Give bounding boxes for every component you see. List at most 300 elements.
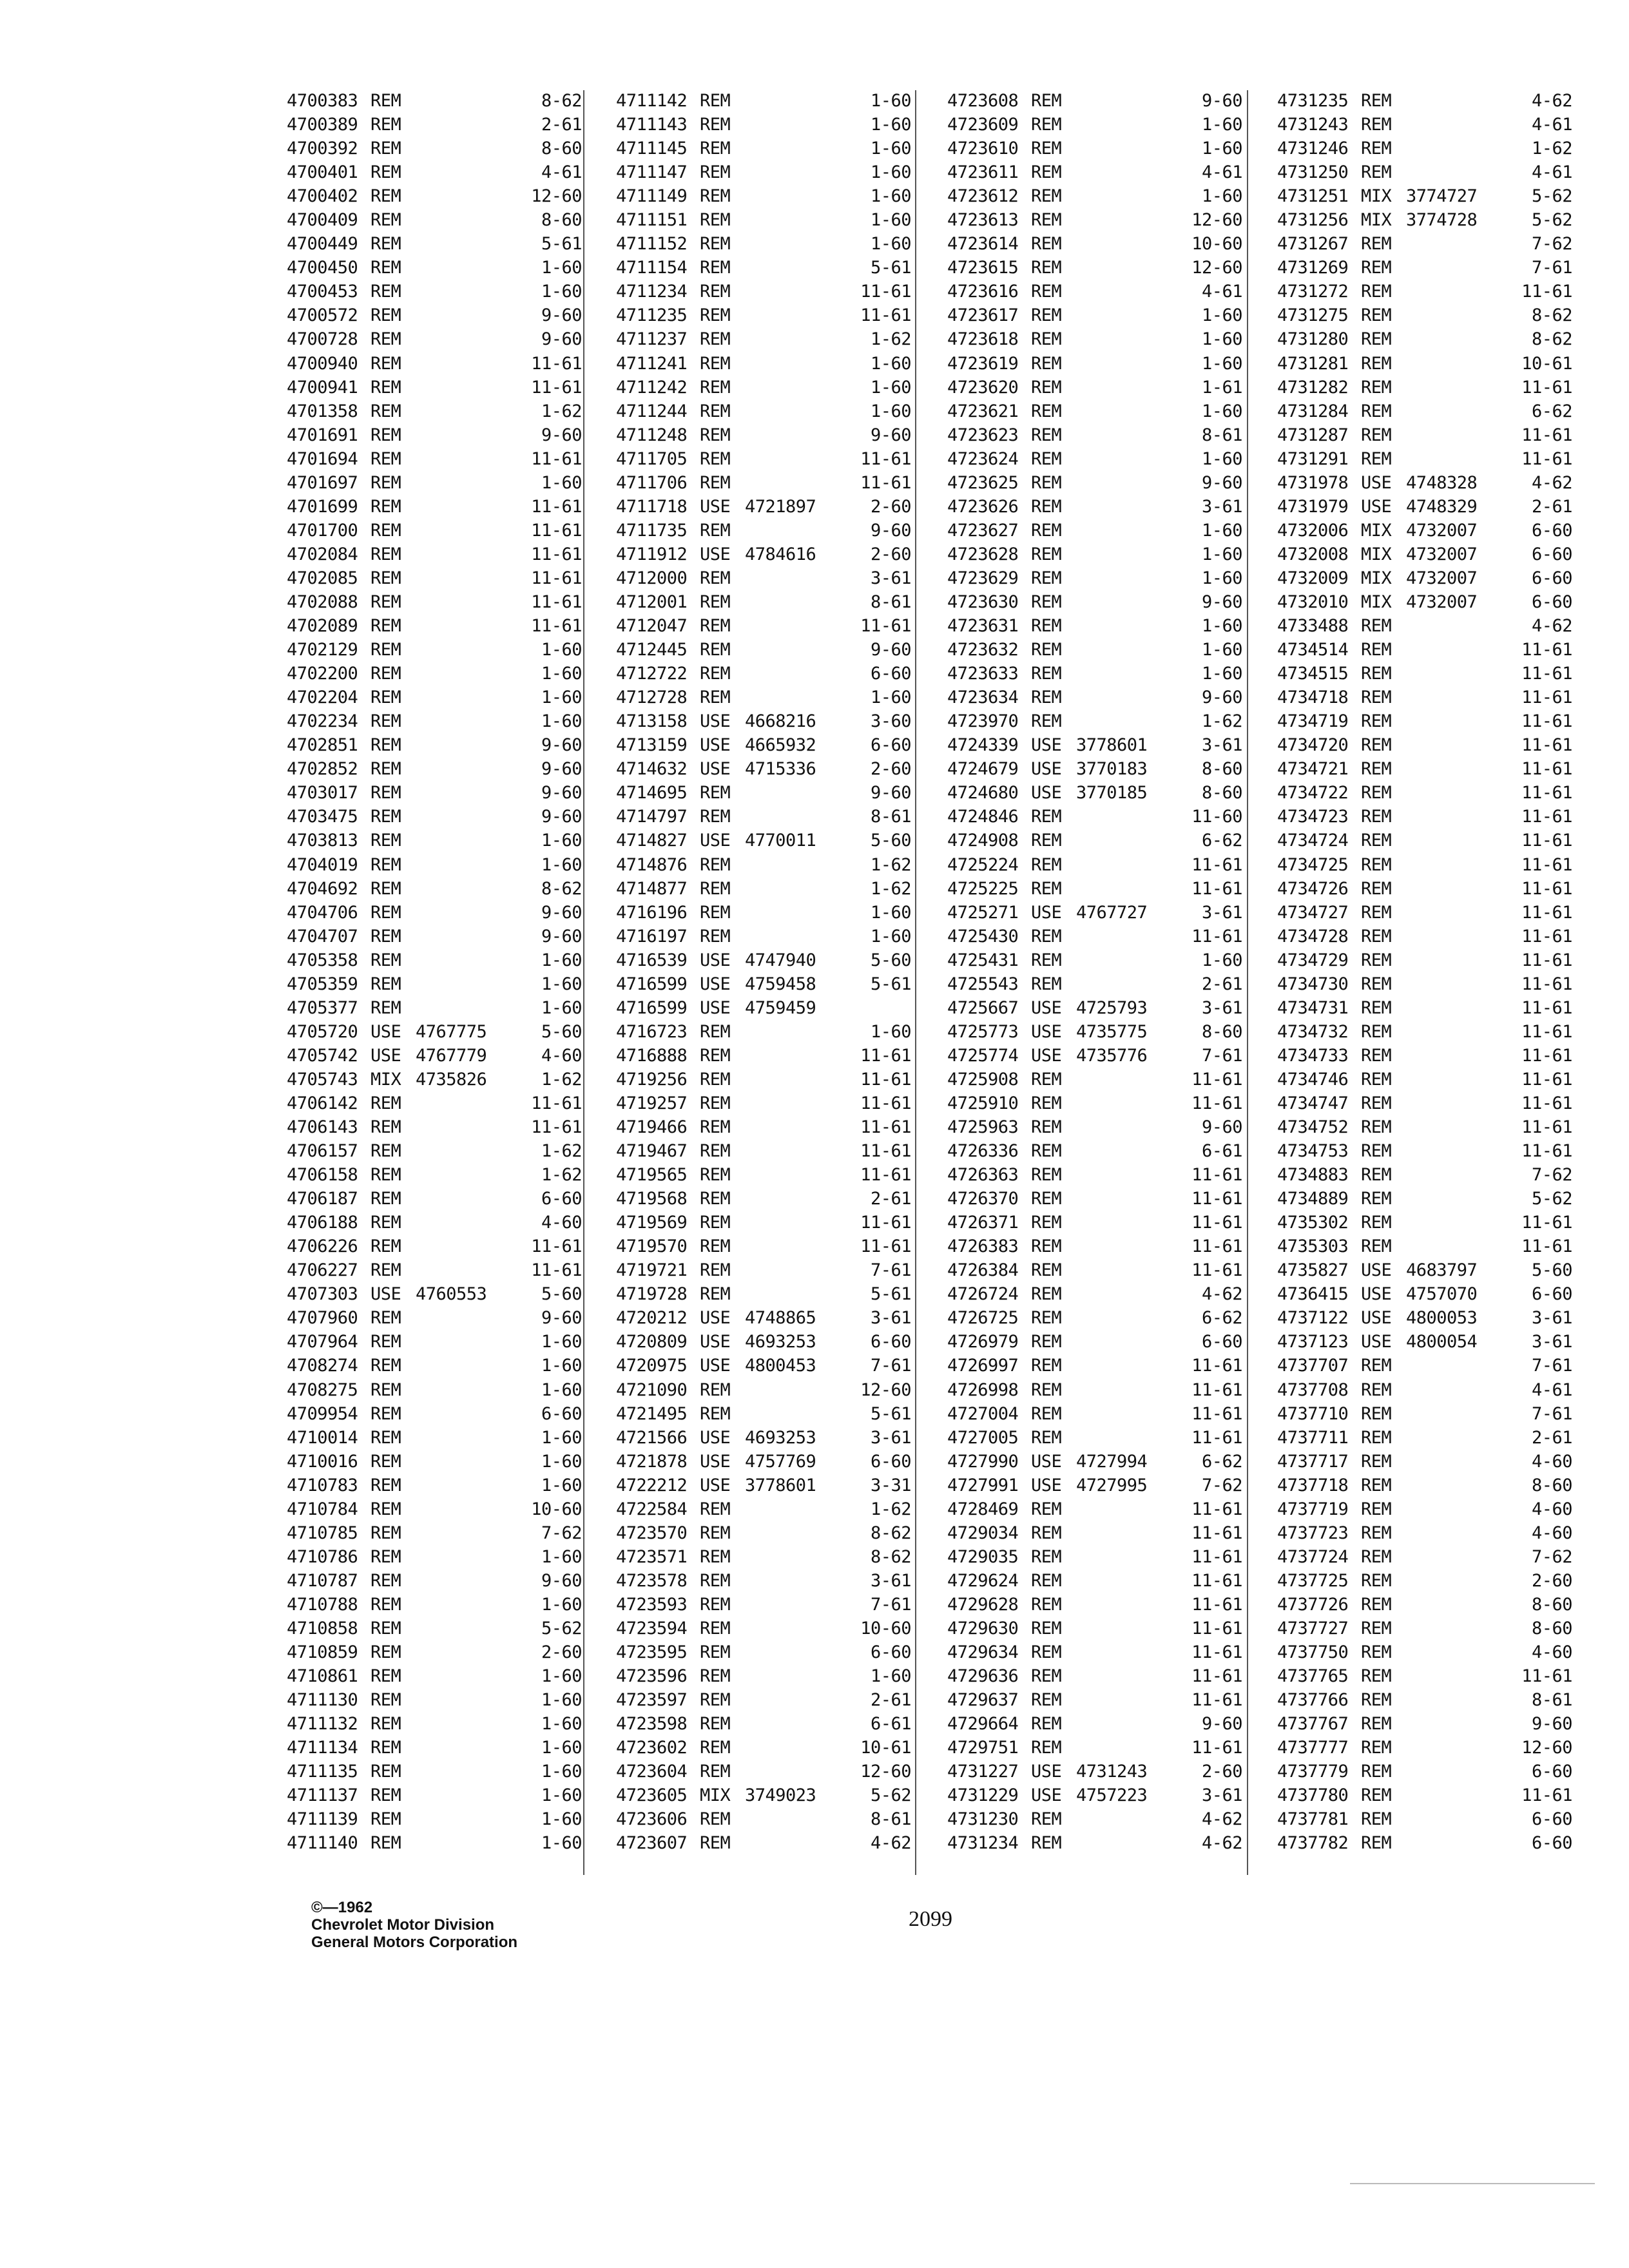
part-number: 4719257 xyxy=(616,1093,688,1113)
part-row xyxy=(616,1044,919,1068)
action-code: REM xyxy=(700,568,731,588)
action-code: REM xyxy=(371,926,401,947)
date-code: 11-61 xyxy=(1521,974,1572,994)
date-code: 8-60 xyxy=(1531,1619,1572,1639)
part-number: 4734752 xyxy=(1277,1117,1349,1138)
action-code: REM xyxy=(1031,1356,1062,1376)
part-row xyxy=(616,1426,919,1450)
part-row xyxy=(287,1807,590,1831)
part-row xyxy=(287,1139,590,1163)
part-number: 4734731 xyxy=(1277,997,1349,1018)
action-code: REM xyxy=(700,1165,731,1186)
action-code: REM xyxy=(1361,162,1392,183)
part-row xyxy=(287,1211,590,1235)
part-row xyxy=(616,1354,919,1378)
date-code: 1-60 xyxy=(1201,353,1242,374)
date-code: 1-60 xyxy=(870,115,911,135)
action-code: USE xyxy=(700,759,731,780)
part-number: 4731243 xyxy=(1277,115,1349,135)
part-number: 4707964 xyxy=(287,1332,358,1352)
date-code: 11-61 xyxy=(860,1117,911,1138)
action-code: REM xyxy=(700,1570,731,1591)
part-number: 4737724 xyxy=(1277,1546,1349,1567)
date-code: 7-61 xyxy=(870,1594,911,1615)
date-code: 8-60 xyxy=(1531,1475,1572,1495)
date-code: 3-61 xyxy=(1531,1332,1572,1352)
part-number: 4711248 xyxy=(616,425,688,445)
part-number: 4700409 xyxy=(287,210,358,231)
action-code: REM xyxy=(1361,1738,1392,1758)
part-number: 4700728 xyxy=(287,329,358,350)
part-row xyxy=(287,686,590,709)
date-code: 11-61 xyxy=(1521,1045,1572,1066)
part-row xyxy=(1277,1020,1580,1044)
part-number: 4737782 xyxy=(1277,1833,1349,1854)
part-row xyxy=(616,733,919,757)
part-number: 4727004 xyxy=(947,1403,1019,1424)
action-code: REM xyxy=(1031,616,1062,637)
part-row xyxy=(1277,1091,1580,1115)
date-code: 5-60 xyxy=(870,831,911,851)
action-code: REM xyxy=(1361,1714,1392,1735)
part-number: 4733488 xyxy=(1277,616,1349,637)
action-code: REM xyxy=(1361,1666,1392,1687)
date-code: 11-61 xyxy=(1191,854,1242,875)
part-number: 4723625 xyxy=(947,472,1019,493)
action-code: REM xyxy=(700,1809,731,1830)
part-number: 4734724 xyxy=(1277,831,1349,851)
date-code: 11-61 xyxy=(1191,1523,1242,1543)
part-row xyxy=(947,1044,1250,1068)
part-number: 4735303 xyxy=(1277,1236,1349,1257)
action-code: REM xyxy=(700,1762,731,1782)
part-number: 4706143 xyxy=(287,1117,358,1138)
action-code: REM xyxy=(1361,1475,1392,1495)
date-code: 1-60 xyxy=(1201,544,1242,564)
date-code: 11-61 xyxy=(531,591,582,612)
part-number: 4726383 xyxy=(947,1236,1019,1257)
part-number: 4723607 xyxy=(616,1833,688,1854)
action-code: REM xyxy=(1361,1594,1392,1615)
part-number: 4723614 xyxy=(947,234,1019,255)
part-row xyxy=(1277,662,1580,686)
part-number: 4711137 xyxy=(287,1785,358,1806)
part-row xyxy=(616,829,919,852)
part-row xyxy=(1277,1664,1580,1688)
action-code: REM xyxy=(700,305,731,326)
action-code: REM xyxy=(371,831,401,851)
date-code: 3-61 xyxy=(1201,902,1242,923)
part-number: 4708274 xyxy=(287,1356,358,1376)
part-row xyxy=(947,376,1250,399)
part-number: 4722212 xyxy=(616,1475,688,1495)
action-code: REM xyxy=(700,1594,731,1615)
date-code: 4-61 xyxy=(1531,162,1572,183)
date-code: 2-61 xyxy=(541,115,582,135)
part-number: 4705742 xyxy=(287,1045,358,1066)
date-code: 3-61 xyxy=(870,568,911,588)
part-number: 4708275 xyxy=(287,1379,358,1400)
part-number: 4725224 xyxy=(947,854,1019,875)
date-code: 9-60 xyxy=(1201,591,1242,612)
date-code: 9-60 xyxy=(541,1308,582,1329)
date-code: 6-60 xyxy=(870,735,911,756)
part-row xyxy=(1277,256,1580,280)
date-code: 9-60 xyxy=(541,783,582,803)
part-number: 4725963 xyxy=(947,1117,1019,1138)
part-number: 4731282 xyxy=(1277,377,1349,398)
part-row xyxy=(1277,89,1580,113)
date-code: 1-60 xyxy=(541,1666,582,1687)
part-row xyxy=(616,1187,919,1211)
date-code: 1-60 xyxy=(870,234,911,255)
date-code: 4-61 xyxy=(1531,115,1572,135)
action-code: REM xyxy=(700,1619,731,1639)
action-code: REM xyxy=(1361,115,1392,135)
action-code: REM xyxy=(1031,282,1062,302)
part-number: 4700389 xyxy=(287,115,358,135)
part-row xyxy=(1277,1593,1580,1617)
part-row xyxy=(616,662,919,686)
part-number: 4711735 xyxy=(616,520,688,541)
part-number: 4734732 xyxy=(1277,1021,1349,1042)
action-code: USE xyxy=(1361,1332,1392,1352)
action-code: REM xyxy=(371,616,401,637)
action-code: REM xyxy=(371,1451,401,1472)
date-code: 12-60 xyxy=(1191,258,1242,278)
action-code: REM xyxy=(700,139,731,159)
date-code: 8-60 xyxy=(1201,783,1242,803)
part-row xyxy=(947,733,1250,757)
part-number: 4731272 xyxy=(1277,282,1349,302)
part-number: 4731281 xyxy=(1277,353,1349,374)
action-code: REM xyxy=(1031,1379,1062,1400)
action-code: REM xyxy=(371,1619,401,1639)
part-number: 4723594 xyxy=(616,1619,688,1639)
date-code: 6-60 xyxy=(870,1332,911,1352)
action-code: REM xyxy=(371,950,401,970)
action-code: REM xyxy=(700,282,731,302)
date-code: 11-61 xyxy=(860,1069,911,1090)
date-code: 11-61 xyxy=(1191,1356,1242,1376)
date-code: 12-60 xyxy=(531,186,582,207)
action-code: REM xyxy=(700,1117,731,1138)
part-number: 4710787 xyxy=(287,1570,358,1591)
part-row xyxy=(1277,1712,1580,1736)
action-code: MIX xyxy=(1361,210,1392,231)
part-row xyxy=(287,1402,590,1426)
part-number: 4734722 xyxy=(1277,783,1349,803)
date-code: 6-62 xyxy=(1201,1451,1242,1472)
part-number: 4714632 xyxy=(616,759,688,780)
part-row xyxy=(616,877,919,901)
part-number: 4729634 xyxy=(947,1642,1019,1663)
date-code: 11-61 xyxy=(860,305,911,326)
date-code: 1-60 xyxy=(541,1332,582,1352)
part-row xyxy=(287,1545,590,1569)
action-code: REM xyxy=(371,759,401,780)
date-code: 11-61 xyxy=(1191,1213,1242,1233)
date-code: 1-60 xyxy=(541,974,582,994)
part-row xyxy=(1277,686,1580,709)
part-row xyxy=(287,1258,590,1282)
action-code: REM xyxy=(371,472,401,493)
part-number: 4737123 xyxy=(1277,1332,1349,1352)
date-code: 9-60 xyxy=(541,1570,582,1591)
part-row xyxy=(947,1807,1250,1831)
part-number: 4737723 xyxy=(1277,1523,1349,1543)
part-row xyxy=(947,519,1250,543)
part-number: 4734753 xyxy=(1277,1141,1349,1162)
part-number: 4734733 xyxy=(1277,1045,1349,1066)
action-code: REM xyxy=(371,878,401,899)
date-code: 11-61 xyxy=(1521,759,1572,780)
part-number: 4732008 xyxy=(1277,544,1349,564)
part-number: 4726336 xyxy=(947,1141,1019,1162)
part-number: 4705359 xyxy=(287,974,358,994)
date-code: 8-62 xyxy=(870,1546,911,1567)
part-number: 4723597 xyxy=(616,1690,688,1711)
date-code: 11-61 xyxy=(1191,1379,1242,1400)
replacement-number: 4721897 xyxy=(745,496,816,517)
part-row xyxy=(616,1282,919,1306)
date-code: 3-61 xyxy=(1201,735,1242,756)
part-number: 4737777 xyxy=(1277,1738,1349,1758)
action-code: REM xyxy=(700,591,731,612)
column-divider xyxy=(583,90,584,1875)
date-code: 1-60 xyxy=(541,687,582,708)
part-number: 4723606 xyxy=(616,1809,688,1830)
part-row xyxy=(616,399,919,423)
part-number: 4719568 xyxy=(616,1189,688,1209)
part-number: 4723621 xyxy=(947,401,1019,421)
part-number: 4725543 xyxy=(947,974,1019,994)
page-number: 2099 xyxy=(909,1907,952,1931)
part-row xyxy=(1277,1688,1580,1712)
part-number: 4723619 xyxy=(947,353,1019,374)
date-code: 9-60 xyxy=(1201,472,1242,493)
action-code: REM xyxy=(371,282,401,302)
part-row xyxy=(287,471,590,495)
action-code: REM xyxy=(371,1213,401,1233)
part-number: 4734725 xyxy=(1277,854,1349,875)
date-code: 1-60 xyxy=(541,1785,582,1806)
date-code: 4-62 xyxy=(1201,1833,1242,1854)
action-code: REM xyxy=(1031,1427,1062,1448)
action-code: REM xyxy=(1031,1117,1062,1138)
date-code: 9-60 xyxy=(541,305,582,326)
date-code: 5-62 xyxy=(1531,186,1572,207)
part-number: 4723629 xyxy=(947,568,1019,588)
part-row xyxy=(287,805,590,829)
part-number: 4725225 xyxy=(947,878,1019,899)
part-row xyxy=(947,1354,1250,1378)
part-number: 4723598 xyxy=(616,1714,688,1735)
action-code: REM xyxy=(700,1284,731,1305)
date-code: 9-60 xyxy=(870,425,911,445)
date-code: 9-60 xyxy=(870,640,911,660)
date-code: 7-62 xyxy=(541,1523,582,1543)
action-code: USE xyxy=(1031,902,1062,923)
action-code: REM xyxy=(700,234,731,255)
action-code: REM xyxy=(371,711,401,732)
part-number: 4736415 xyxy=(1277,1284,1349,1305)
action-code: REM xyxy=(371,1738,401,1758)
part-row xyxy=(616,996,919,1020)
replacement-number: 3778601 xyxy=(1076,735,1148,756)
part-row xyxy=(947,972,1250,996)
part-number: 4731291 xyxy=(1277,448,1349,469)
action-code: REM xyxy=(1031,854,1062,875)
date-code: 9-60 xyxy=(870,520,911,541)
part-number: 4711244 xyxy=(616,401,688,421)
part-number: 4710783 xyxy=(287,1475,358,1495)
part-row xyxy=(947,925,1250,948)
part-row xyxy=(616,303,919,327)
part-number: 4723970 xyxy=(947,711,1019,732)
part-row xyxy=(616,184,919,208)
part-number: 4720975 xyxy=(616,1356,688,1376)
replacement-number: 4732007 xyxy=(1406,591,1478,612)
replacement-number: 4760553 xyxy=(416,1284,487,1305)
part-row xyxy=(1277,948,1580,972)
division-line: Chevrolet Motor Division xyxy=(311,1916,495,1934)
action-code: REM xyxy=(700,902,731,923)
action-code: REM xyxy=(1361,305,1392,326)
part-number: 4724339 xyxy=(947,735,1019,756)
part-row xyxy=(616,757,919,781)
part-number: 4719728 xyxy=(616,1284,688,1305)
part-row xyxy=(947,662,1250,686)
date-code: 1-60 xyxy=(870,926,911,947)
action-code: REM xyxy=(700,448,731,469)
date-code: 1-60 xyxy=(541,1356,582,1376)
action-code: REM xyxy=(1361,1093,1392,1113)
action-code: REM xyxy=(1031,353,1062,374)
date-code: 2-61 xyxy=(870,1189,911,1209)
date-code: 1-61 xyxy=(1201,377,1242,398)
part-number: 4729636 xyxy=(947,1666,1019,1687)
part-number: 4702234 xyxy=(287,711,358,732)
part-row xyxy=(287,1044,590,1068)
date-code: 6-60 xyxy=(1531,520,1572,541)
part-number: 4723623 xyxy=(947,425,1019,445)
date-code: 11-61 xyxy=(1521,831,1572,851)
action-code: USE xyxy=(700,735,731,756)
part-row xyxy=(1277,1474,1580,1497)
date-code: 11-61 xyxy=(1521,282,1572,302)
part-row xyxy=(947,1402,1250,1426)
part-number: 4723613 xyxy=(947,210,1019,231)
part-row xyxy=(616,1330,919,1354)
action-code: REM xyxy=(700,520,731,541)
part-row xyxy=(616,160,919,184)
action-code: REM xyxy=(1361,353,1392,374)
part-row xyxy=(287,1664,590,1688)
date-code: 11-61 xyxy=(1521,1117,1572,1138)
action-code: USE xyxy=(1361,1260,1392,1281)
date-code: 6-60 xyxy=(870,1642,911,1663)
date-code: 6-62 xyxy=(1201,831,1242,851)
part-number: 4710016 xyxy=(287,1451,358,1472)
part-number: 4735302 xyxy=(1277,1213,1349,1233)
part-number: 4701700 xyxy=(287,520,358,541)
part-row xyxy=(616,423,919,447)
replacement-number: 4668216 xyxy=(745,711,816,732)
date-code: 1-60 xyxy=(870,377,911,398)
replacement-number: 4725793 xyxy=(1076,997,1148,1018)
part-row xyxy=(616,1115,919,1139)
part-row xyxy=(1277,1211,1580,1235)
part-row xyxy=(616,1068,919,1091)
part-number: 4723632 xyxy=(947,640,1019,660)
part-number: 4731229 xyxy=(947,1785,1019,1806)
action-code: REM xyxy=(371,1594,401,1615)
part-row xyxy=(947,352,1250,376)
part-row xyxy=(616,590,919,614)
part-number: 4731256 xyxy=(1277,210,1349,231)
action-code: REM xyxy=(371,115,401,135)
part-number: 4703475 xyxy=(287,807,358,827)
replacement-number: 3778601 xyxy=(745,1475,816,1495)
date-code: 1-60 xyxy=(541,1427,582,1448)
part-row xyxy=(287,1760,590,1783)
date-code: 11-61 xyxy=(531,568,582,588)
action-code: REM xyxy=(371,496,401,517)
part-number: 4711151 xyxy=(616,210,688,231)
part-row xyxy=(616,1569,919,1593)
part-number: 4737717 xyxy=(1277,1451,1349,1472)
date-code: 1-60 xyxy=(541,282,582,302)
action-code: REM xyxy=(700,1499,731,1519)
part-number: 4701697 xyxy=(287,472,358,493)
action-code: USE xyxy=(1361,1308,1392,1329)
action-code: USE xyxy=(700,1475,731,1495)
date-code: 11-61 xyxy=(1191,1619,1242,1639)
part-row xyxy=(947,709,1250,733)
date-code: 5-60 xyxy=(870,950,911,970)
date-code: 5-60 xyxy=(541,1284,582,1305)
replacement-number: 4800054 xyxy=(1406,1332,1478,1352)
replacement-number: 4735776 xyxy=(1076,1045,1148,1066)
part-row xyxy=(947,638,1250,662)
part-row xyxy=(287,423,590,447)
part-number: 4726724 xyxy=(947,1284,1019,1305)
part-number: 4734727 xyxy=(1277,902,1349,923)
part-row xyxy=(947,1187,1250,1211)
part-number: 4701694 xyxy=(287,448,358,469)
part-number: 4723608 xyxy=(947,91,1019,111)
date-code: 3-61 xyxy=(870,1570,911,1591)
replacement-number: 4748328 xyxy=(1406,472,1478,493)
part-number: 4729751 xyxy=(947,1738,1019,1758)
part-number: 4710786 xyxy=(287,1546,358,1567)
date-code: 11-61 xyxy=(1521,377,1572,398)
action-code: REM xyxy=(1361,807,1392,827)
action-code: REM xyxy=(371,1308,401,1329)
date-code: 8-61 xyxy=(870,591,911,612)
action-code: REM xyxy=(371,425,401,445)
part-number: 4723611 xyxy=(947,162,1019,183)
date-code: 3-61 xyxy=(1201,496,1242,517)
action-code: REM xyxy=(700,640,731,660)
action-code: REM xyxy=(371,1403,401,1424)
date-code: 11-61 xyxy=(860,616,911,637)
part-row xyxy=(616,447,919,471)
date-code: 11-61 xyxy=(860,1141,911,1162)
action-code: REM xyxy=(371,520,401,541)
action-code: REM xyxy=(700,329,731,350)
